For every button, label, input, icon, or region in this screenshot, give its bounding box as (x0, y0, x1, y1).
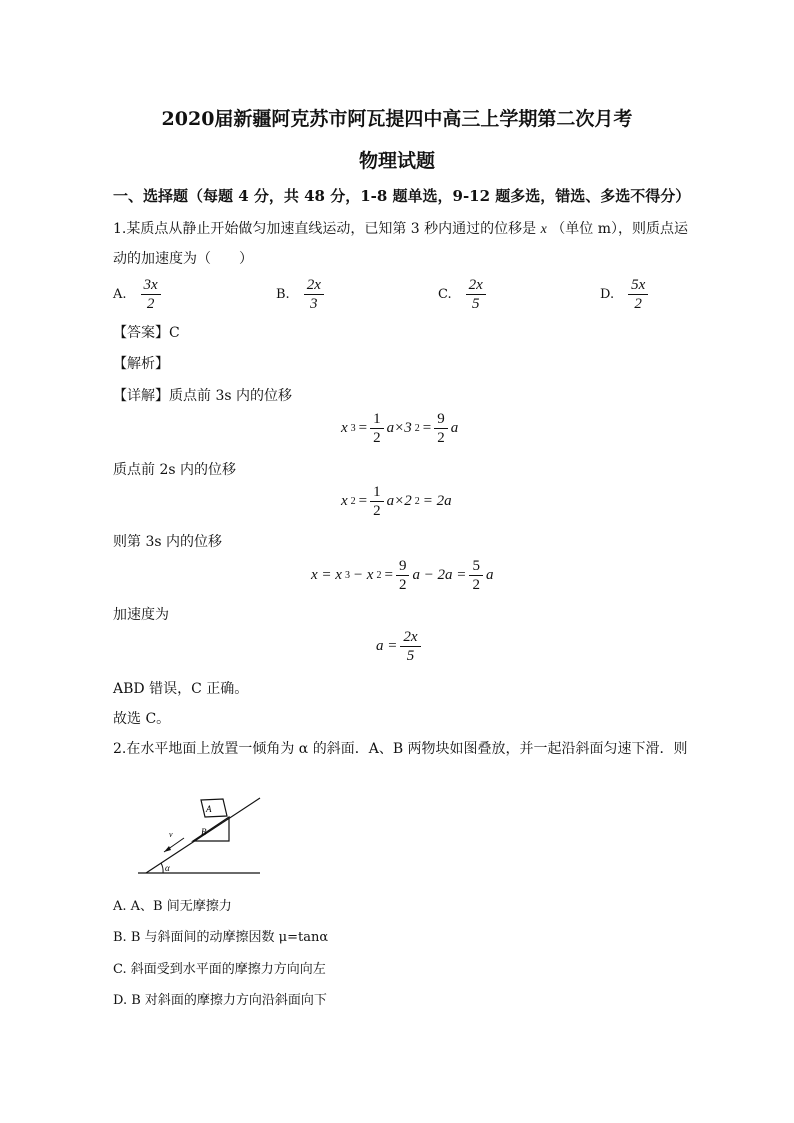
q1-stem-line2: 动的加速度为（ ） (113, 251, 253, 267)
block-a (201, 799, 227, 817)
incline-figure (138, 790, 268, 880)
eq-operator: = (358, 493, 368, 509)
eq-operator: = (358, 420, 368, 436)
equation-1 (341, 410, 458, 447)
page-subtitle: 物理试题 (358, 150, 435, 172)
eq-subscript: 3 (350, 423, 356, 434)
label-alpha: α (165, 863, 170, 873)
angle-arc (161, 863, 163, 873)
eq-term: a×3 (386, 420, 412, 436)
fraction-denominator: 2 (472, 577, 480, 593)
eq-operator: = (422, 420, 432, 436)
q1-stem-line1 (113, 218, 688, 238)
fraction-numerator: 5 (469, 557, 483, 576)
fraction-numerator: 2x (466, 276, 486, 295)
fraction-denominator: 5 (471, 296, 480, 312)
option-label: D. (600, 287, 615, 302)
fraction-numerator: 5x (628, 276, 648, 295)
eq-term: a (450, 420, 459, 436)
q2-option-a: A. A、B 间无摩擦力 (113, 899, 232, 914)
option-fraction (141, 276, 161, 313)
q2-stem: 2.在水平地面上放置一倾角为 α 的斜面．A、B 两物块如图叠放，并一起沿斜面匀速下滑．则 (113, 741, 688, 757)
eq-subscript: 2 (376, 570, 382, 581)
eq-term: x = x (311, 567, 342, 583)
eq-superscript: 2 (414, 423, 420, 434)
eq-term: x (341, 493, 348, 509)
q1-option-a (113, 276, 161, 313)
eq-term: − x (352, 567, 374, 583)
fraction-denominator: 2 (373, 430, 381, 446)
velocity-arrowhead (164, 846, 171, 852)
q2-option-c: C. 斜面受到水平面的摩擦力方向向左 (113, 962, 326, 977)
equation-4 (376, 628, 421, 665)
fraction-numerator: 3x (141, 276, 161, 295)
eq-subscript: 2 (350, 496, 356, 507)
block-b (193, 817, 229, 841)
q1-stem-part1: 1.某质点从静止开始做匀加速直线运动，已知第 3 秒内通过的位移是 (113, 221, 537, 237)
fraction-denominator: 2 (437, 430, 445, 446)
eq-term: a = (376, 638, 398, 654)
fraction-denominator: 2 (398, 577, 407, 593)
option-label: C. (438, 287, 452, 302)
detail-line: 【详解】质点前 3s 内的位移 (113, 388, 292, 404)
fraction-denominator: 3 (310, 296, 318, 312)
answer-tag: 【答案】C (113, 325, 180, 341)
eq-operator: = (384, 567, 393, 583)
eq-fraction (400, 628, 420, 665)
equation-2 (341, 483, 452, 520)
label-a: A (206, 804, 212, 814)
eq-fraction (370, 483, 384, 520)
fraction-numerator: 9 (434, 410, 448, 429)
q1-option-c (438, 276, 486, 313)
eq-fraction (434, 410, 448, 447)
fraction-denominator: 5 (406, 648, 415, 664)
option-label: B. (276, 287, 290, 302)
label-v: v (169, 830, 173, 839)
eq-term: a − 2a = (412, 567, 467, 583)
eq-term: x (341, 420, 348, 436)
label-b: B (201, 827, 207, 837)
fraction-numerator: 1 (370, 483, 384, 502)
conclusion-1: ABD 错误，C 正确。 (113, 681, 249, 697)
option-fraction (628, 276, 648, 313)
eq-fraction (469, 557, 483, 594)
fraction-numerator: 1 (370, 410, 384, 429)
q1-stem-part2: （单位 m），则质点运 (551, 221, 689, 237)
q2-option-b: B. B 与斜面间的动摩擦因数 μ=tanα (113, 930, 329, 945)
text-acceleration: 加速度为 (113, 607, 169, 623)
eq-subscript: 3 (344, 570, 350, 581)
option-label: A. (113, 287, 127, 302)
fraction-numerator: 2x (304, 276, 324, 295)
fraction-denominator: 2 (373, 503, 381, 519)
eq-fraction (396, 557, 410, 594)
text-3rd-second: 则第 3s 内的位移 (113, 534, 222, 550)
text-2s: 质点前 2s 内的位移 (113, 462, 236, 478)
eq-superscript: 2 (414, 496, 420, 507)
fraction-denominator: 2 (146, 296, 155, 312)
fraction-denominator: 2 (634, 296, 642, 312)
conclusion-2: 故选 C。 (113, 711, 171, 727)
option-fraction (304, 276, 324, 313)
q2-option-d: D. B 对斜面的摩擦力方向沿斜面向下 (113, 993, 327, 1008)
section-heading: 一、选择题（每题 4 分，共 48 分，1-8 题单选，9-12 题多选，错选、多选不得分） (113, 187, 691, 205)
eq-term: = 2a (422, 493, 452, 509)
eq-fraction (370, 410, 384, 447)
q1-stem-variable: x (540, 222, 547, 237)
analysis-tag: 【解析】 (113, 356, 169, 372)
option-fraction (466, 276, 486, 313)
eq-term: a×2 (386, 493, 412, 509)
fraction-numerator: 9 (396, 557, 410, 576)
eq-term: a (485, 567, 494, 583)
page-title: 2020届新疆阿克苏市阿瓦提四中高三上学期第二次月考 (161, 108, 633, 130)
equation-3 (311, 557, 493, 594)
q1-option-d (600, 276, 648, 313)
q1-option-b (276, 276, 324, 313)
fraction-numerator: 2x (400, 628, 420, 647)
